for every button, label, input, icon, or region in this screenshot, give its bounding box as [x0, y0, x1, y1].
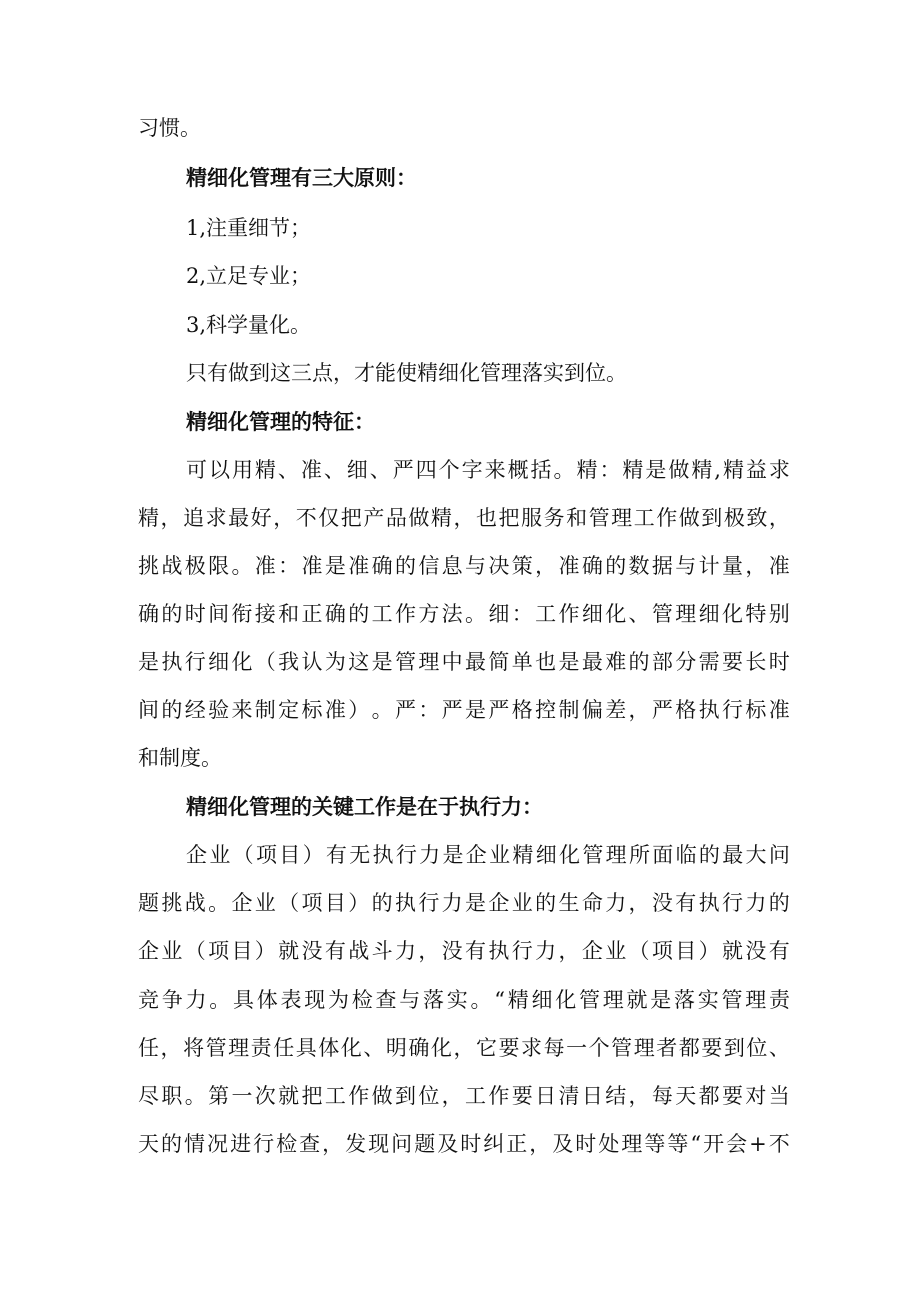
list-item: 1,注重细节； [186, 216, 312, 240]
paragraph-line: 企 业 （ 项 目 ） 有 无 执 行 力 是 企 业 精 细 化 管 理 所 面 临 的 最 大 问 [186, 843, 790, 867]
paragraph-line: 可 以 用 精 、 准 、 细 、 严 四 个 字 来 概 括 。 精 ： 精 是 做 精 , 精 益 求 [186, 458, 790, 482]
section-heading: 精细化管理的特征： [186, 409, 375, 434]
paragraph-line: 题 挑 战 。 企 业 （ 项 目 ） 的 执 行 力 是 企 业 的 生 命 力 ， 没 有 执 行 力 的 [138, 891, 790, 915]
paragraph-line: 竞 争 力 。 具 体 表 现 为 检 查 与 落 实 。 “ 精 细 化 管 理 就 是 落 实 管 理 责 [138, 988, 790, 1012]
paragraph-line: 天 的 情 况 进 行 检 查 ， 发 现 问 题 及 时 纠 正 ， 及 时 处 理 等 等 “ 开 会 + 不 [138, 1132, 790, 1156]
paragraph-line: 和制度。 [138, 746, 222, 770]
paragraph-line: 任 ， 将 管 理 责 任 具 体 化 、 明 确 化 ， 它 要 求 每 一 个 管 理 者 都 要 到 位 、 [138, 1036, 790, 1060]
list-item: 3,科学量化。 [186, 313, 312, 337]
text-line: 只有做到这三点，才能使精细化管理落实到位。 [186, 361, 627, 385]
paragraph-line: 是 执 行 细 化 （ 我 认 为 这 是 管 理 中 最 简 单 也 是 最 难 的 部 分 需 要 长 时 [138, 650, 790, 674]
paragraph-line: 尽 职 。 第 一 次 就 把 工 作 做 到 位 ， 工 作 要 日 清 日 结 ， 每 天 都 要 对 当 [138, 1084, 790, 1108]
section-heading: 精细化管理有三大原则： [186, 165, 417, 190]
paragraph-line: 间 的 经 验 来 制 定 标 准 ） 。 严 ： 严 是 严 格 控 制 偏 差 ， 严 格 执 行 标 准 [138, 698, 790, 722]
paragraph-line: 挑 战 极 限 。 准 ： 准 是 准 确 的 信 息 与 决 策 ， 准 确 的 数 据 与 计 量 ， 准 [138, 554, 790, 578]
paragraph-line: 确 的 时 间 衔 接 和 正 确 的 工 作 方 法 。 细 ： 工 作 细 化 、 管 理 细 化 特 别 [138, 602, 790, 626]
paragraph-line: 精 ， 追 求 最 好 ， 不 仅 把 产 品 做 精 ， 也 把 服 务 和 管 理 工 作 做 到 极 致 ， [138, 506, 790, 530]
text-line: 习惯。 [138, 116, 201, 140]
paragraph-line: 企 业 （ 项 目 ） 就 没 有 战 斗 力 ， 没 有 执 行 力 ， 企 业 （ 项 目 ） 就 没 有 [138, 939, 790, 963]
list-item: 2,立足专业； [186, 264, 312, 288]
section-heading: 精细化管理的关键工作是在于执行力： [186, 794, 543, 819]
